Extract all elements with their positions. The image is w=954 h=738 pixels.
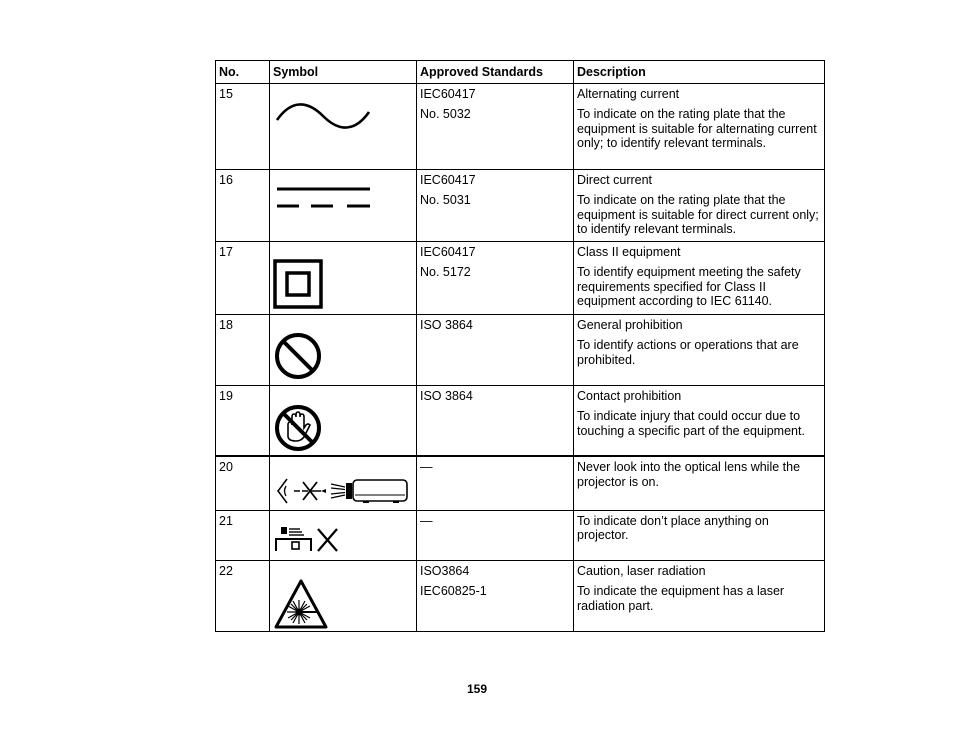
standards-cell bbox=[417, 241, 574, 314]
table-row bbox=[216, 314, 825, 385]
alternating-current-icon bbox=[273, 96, 373, 136]
description-cell bbox=[574, 385, 825, 456]
row-number: 16 bbox=[216, 169, 270, 241]
standard: No. 5031 bbox=[420, 193, 471, 207]
description-text: To indicate on the rating plate that the equipment is suitable for direct current only; to identify relevant terminals. bbox=[577, 193, 819, 236]
description-cell bbox=[574, 169, 825, 241]
laser-radiation-caution-icon bbox=[273, 578, 329, 630]
table-row bbox=[216, 560, 825, 631]
description-title: General prohibition bbox=[577, 317, 683, 332]
description-cell bbox=[574, 510, 825, 560]
row-number: 18 bbox=[216, 314, 270, 385]
table-row bbox=[216, 241, 825, 314]
standard: IEC60825-1 bbox=[420, 584, 487, 598]
standard: IEC60417 bbox=[420, 172, 476, 187]
standard: No. 5172 bbox=[420, 265, 471, 279]
description-text: To identify actions or operations that are prohibited. bbox=[577, 338, 799, 367]
standard: IEC60417 bbox=[420, 86, 476, 101]
description-cell bbox=[574, 314, 825, 385]
contact-prohibition-icon bbox=[273, 403, 323, 453]
description-text: To indicate injury that could occur due to touching a specific part of the equipment. bbox=[577, 409, 805, 438]
standard: ISO3864 bbox=[420, 563, 470, 578]
standard: IEC60417 bbox=[420, 244, 476, 259]
header-no: No. bbox=[216, 61, 270, 84]
description-title: Class II equipment bbox=[577, 244, 681, 259]
standards-cell bbox=[417, 385, 574, 456]
row-number: 17 bbox=[216, 241, 270, 314]
standard: ISO 3864 bbox=[420, 388, 473, 403]
description-cell bbox=[574, 560, 825, 631]
table-row bbox=[216, 83, 825, 169]
row-number: 22 bbox=[216, 560, 270, 631]
description-title: Direct current bbox=[577, 172, 653, 187]
header-approved-standards: Approved Standards bbox=[417, 61, 574, 84]
symbol-cell bbox=[270, 385, 417, 456]
standards-cell bbox=[417, 169, 574, 241]
table-header-row bbox=[216, 61, 825, 84]
description-text: To indicate don’t place anything on projector. bbox=[577, 513, 769, 542]
header-symbol: Symbol bbox=[270, 61, 417, 84]
class-ii-equipment-icon bbox=[273, 259, 325, 311]
symbols-table bbox=[215, 60, 825, 632]
standards-cell bbox=[417, 456, 574, 510]
do-not-place-objects-icon bbox=[273, 524, 345, 554]
standards-cell bbox=[417, 510, 574, 560]
symbol-cell bbox=[270, 83, 417, 169]
row-number: 15 bbox=[216, 83, 270, 169]
symbol-cell bbox=[270, 456, 417, 510]
page-number: 159 bbox=[466, 682, 488, 696]
standard: No. 5032 bbox=[420, 107, 471, 121]
description-cell bbox=[574, 241, 825, 314]
row-number: 21 bbox=[216, 510, 270, 560]
general-prohibition-icon bbox=[273, 331, 323, 381]
symbol-cell bbox=[270, 314, 417, 385]
description-text: To identify equipment meeting the safety requirements specified for Class II equipment according to IEC 61140. bbox=[577, 265, 801, 308]
table-row bbox=[216, 510, 825, 560]
standards-cell bbox=[417, 560, 574, 631]
do-not-look-into-lens-icon bbox=[273, 475, 413, 507]
standard: — bbox=[420, 460, 433, 474]
standards-cell bbox=[417, 83, 574, 169]
description-title: Alternating current bbox=[577, 86, 680, 101]
description-cell bbox=[574, 456, 825, 510]
description-title: Caution, laser radiation bbox=[577, 563, 706, 578]
description-text: To indicate on the rating plate that the equipment is suitable for alternating current only; to identify relevant terminals. bbox=[577, 107, 817, 150]
row-number: 20 bbox=[216, 456, 270, 510]
header-description: Description bbox=[574, 61, 825, 84]
symbol-cell bbox=[270, 241, 417, 314]
standards-cell bbox=[417, 314, 574, 385]
table-row bbox=[216, 385, 825, 456]
table-row bbox=[216, 456, 825, 510]
row-number: 19 bbox=[216, 385, 270, 456]
description-text: To indicate the equipment has a laser radiation part. bbox=[577, 584, 785, 613]
symbol-cell bbox=[270, 510, 417, 560]
direct-current-icon bbox=[273, 184, 373, 214]
symbol-cell bbox=[270, 169, 417, 241]
table-row bbox=[216, 169, 825, 241]
description-cell bbox=[574, 83, 825, 169]
symbol-cell bbox=[270, 560, 417, 631]
standard: — bbox=[420, 513, 433, 528]
description-title: Contact prohibition bbox=[577, 388, 682, 403]
standard: ISO 3864 bbox=[420, 317, 473, 332]
description-text: Never look into the optical lens while the projector is on. bbox=[577, 460, 801, 489]
